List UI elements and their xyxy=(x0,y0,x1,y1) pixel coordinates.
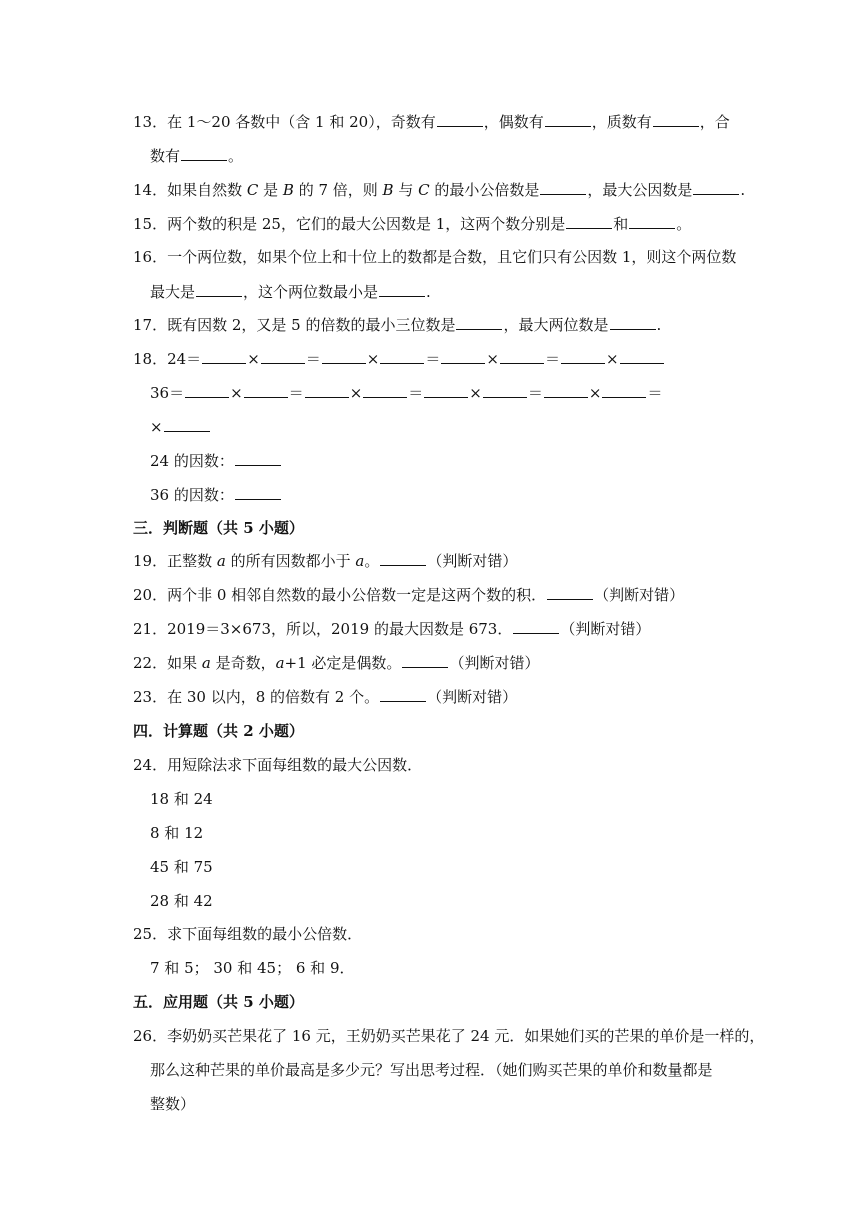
answer-blank[interactable] xyxy=(561,349,605,364)
q20-text: （判断对错） xyxy=(594,586,685,604)
var-a: a xyxy=(275,654,285,672)
var-b: B xyxy=(282,181,294,199)
times-sign: × xyxy=(469,384,482,402)
factors-36-label: 36 的因数： xyxy=(150,486,234,504)
answer-blank[interactable] xyxy=(441,349,485,364)
question-16 xyxy=(133,246,740,268)
times-sign: × xyxy=(230,384,243,402)
answer-blank[interactable] xyxy=(402,653,448,668)
q22-text: 22．如果 xyxy=(133,654,202,672)
answer-blank[interactable] xyxy=(424,383,468,398)
q15-text: 和 xyxy=(613,215,629,233)
question-26-cont: 整数） xyxy=(150,1095,196,1113)
answer-blank[interactable] xyxy=(629,214,675,229)
answer-blank[interactable] xyxy=(185,383,229,398)
q14-text: 与 xyxy=(393,181,419,199)
question-18-36-cont xyxy=(150,416,740,438)
q23-text: （判断对错） xyxy=(427,688,518,706)
q22-text: +1 必定是偶数。 xyxy=(284,654,402,672)
q19-text: （判断对错） xyxy=(427,552,518,570)
q13-text: ，质数有 xyxy=(591,113,652,131)
equals-sign: ＝ xyxy=(425,350,441,368)
factors-24-label: 24 的因数： xyxy=(150,452,234,470)
q15-text: 。 xyxy=(676,215,692,233)
times-sign: × xyxy=(349,384,363,402)
q17-text: ，最大两位数是 xyxy=(503,316,609,334)
q23-text: 23．在 30 以内，8 的倍数有 2 个。 xyxy=(133,688,380,706)
question-26: 26．李奶奶买芒果花了 16 元，王奶奶买芒果花了 24 元．如果她们买的芒果的单价是一样的， xyxy=(133,1027,765,1045)
question-25: 25．求下面每组数的最小公倍数． xyxy=(133,925,363,943)
answer-blank[interactable] xyxy=(261,349,305,364)
q13-text: ，偶数有 xyxy=(483,113,544,131)
var-c: C xyxy=(418,181,430,199)
q16-text: ，这个两位数最小是 xyxy=(243,283,379,301)
section-judgement-heading: 三．判断题（共 5 小题） xyxy=(133,519,304,537)
answer-blank[interactable] xyxy=(483,383,527,398)
answer-blank[interactable] xyxy=(322,349,366,364)
q19-text: 19．正整数 xyxy=(133,552,217,570)
q20-text: 20．两个非 0 相邻自然数的最小公倍数一定是这两个数的积． xyxy=(133,586,547,604)
answer-blank[interactable] xyxy=(693,180,739,195)
question-13 xyxy=(133,111,740,133)
answer-blank[interactable] xyxy=(540,180,586,195)
equals-sign: ＝ xyxy=(408,384,424,402)
q13-text: 13．在 1～20 各数中（含 1 和 20），奇数有 xyxy=(133,113,436,131)
answer-blank[interactable] xyxy=(235,485,281,500)
section-calculation-heading: 四．计算题（共 2 小题） xyxy=(133,722,304,740)
equals-sign: ＝ xyxy=(544,350,560,368)
answer-blank[interactable] xyxy=(547,585,593,600)
answer-blank[interactable] xyxy=(610,315,656,330)
q14-text: 是 xyxy=(258,181,283,199)
q25-row: 7 和 5； 30 和 45； 6 和 9． xyxy=(150,959,355,977)
q14-text: 14．如果自然数 xyxy=(133,181,247,199)
answer-blank[interactable] xyxy=(235,451,281,466)
answer-blank[interactable] xyxy=(566,214,612,229)
question-17 xyxy=(133,314,740,336)
q14-text: 的 7 倍，则 xyxy=(293,181,383,199)
equals-sign: ＝ xyxy=(305,350,321,368)
q15-text: 15．两个数的积是 25，它们的最大公因数是 1，这两个数分别是 xyxy=(133,215,566,233)
answer-blank[interactable] xyxy=(602,383,646,398)
q21-text: 21．2019＝3×673，所以，2019 的最大因数是 673． xyxy=(133,620,513,638)
question-24: 24．用短除法求下面每组数的最大公因数． xyxy=(133,756,423,774)
q17-text: . xyxy=(656,316,662,334)
answer-blank[interactable] xyxy=(305,383,349,398)
answer-blank[interactable] xyxy=(437,112,483,127)
answer-blank[interactable] xyxy=(500,349,544,364)
question-23 xyxy=(133,686,740,708)
answer-blank[interactable] xyxy=(653,112,699,127)
var-a: a xyxy=(355,552,365,570)
q18-text: 36＝ xyxy=(150,384,185,402)
var-c: C xyxy=(246,181,259,199)
question-16-cont xyxy=(150,281,740,303)
times-sign: × xyxy=(486,350,499,368)
section-application-heading: 五．应用题（共 5 小题） xyxy=(133,993,304,1011)
question-18 xyxy=(133,348,740,370)
equals-sign: ＝ xyxy=(527,384,543,402)
q16-text: . xyxy=(426,283,431,301)
times-sign: × xyxy=(366,350,380,368)
answer-blank[interactable] xyxy=(380,551,426,566)
answer-blank[interactable] xyxy=(380,687,426,702)
factors-36 xyxy=(150,484,740,506)
question-26-cont: 那么这种芒果的单价最高是多少元？写出思考过程．（她们购买芒果的单价和数量都是 xyxy=(150,1061,713,1079)
answer-blank[interactable] xyxy=(363,383,407,398)
answer-blank[interactable] xyxy=(513,619,559,634)
answer-blank[interactable] xyxy=(379,282,425,297)
q14-text: 的最小公倍数是 xyxy=(429,181,540,199)
question-13-cont xyxy=(150,145,740,167)
q24-row: 45 和 75 xyxy=(150,858,213,876)
answer-blank[interactable] xyxy=(544,383,588,398)
times-sign: × xyxy=(247,350,260,368)
q24-row: 18 和 24 xyxy=(150,790,213,808)
answer-blank[interactable] xyxy=(545,112,591,127)
answer-blank[interactable] xyxy=(202,349,246,364)
q24-row: 8 和 12 xyxy=(150,824,204,842)
q14-text: ，最大公因数是 xyxy=(587,181,693,199)
q18-text: 18．24＝ xyxy=(133,350,202,368)
question-15 xyxy=(133,213,740,235)
question-21 xyxy=(133,618,740,640)
answer-blank[interactable] xyxy=(380,349,424,364)
times-sign: × xyxy=(588,384,602,402)
answer-blank[interactable] xyxy=(456,315,502,330)
var-a: a xyxy=(201,654,211,672)
q19-text: 的所有因数都小于 xyxy=(225,552,356,570)
q13-text: 数有 xyxy=(150,147,181,165)
answer-blank[interactable] xyxy=(196,282,242,297)
question-19 xyxy=(133,550,740,572)
q22-text: 是奇数， xyxy=(210,654,276,672)
q16-text: 最大是 xyxy=(150,283,196,301)
var-a: a xyxy=(216,552,226,570)
question-14 xyxy=(133,179,746,201)
q22-text: （判断对错） xyxy=(449,654,540,672)
question-22 xyxy=(133,652,740,674)
q19-text: 。 xyxy=(364,552,380,570)
answer-blank[interactable] xyxy=(164,417,210,432)
var-b: B xyxy=(382,181,394,199)
answer-blank[interactable] xyxy=(244,383,288,398)
q21-text: （判断对错） xyxy=(560,620,651,638)
times-sign: × xyxy=(605,350,619,368)
answer-blank[interactable] xyxy=(181,146,227,161)
equals-sign: ＝ xyxy=(647,384,663,402)
q14-text: . xyxy=(740,181,746,199)
answer-blank[interactable] xyxy=(620,349,664,364)
question-20 xyxy=(133,584,740,606)
times-sign: × xyxy=(150,418,163,436)
q13-text: ，合 xyxy=(699,113,730,131)
equals-sign: ＝ xyxy=(288,384,304,402)
factors-24 xyxy=(150,450,740,472)
q17-text: 17．既有因数 2，又是 5 的倍数的最小三位数是 xyxy=(133,316,456,334)
q13-text: 。 xyxy=(228,147,244,165)
question-18-36 xyxy=(150,382,740,404)
q24-row: 28 和 42 xyxy=(150,892,213,910)
q16-text: 16．一个两位数，如果个位上和十位上的数都是合数，且它们只有公因数 1，则这个两位数 xyxy=(133,248,737,266)
